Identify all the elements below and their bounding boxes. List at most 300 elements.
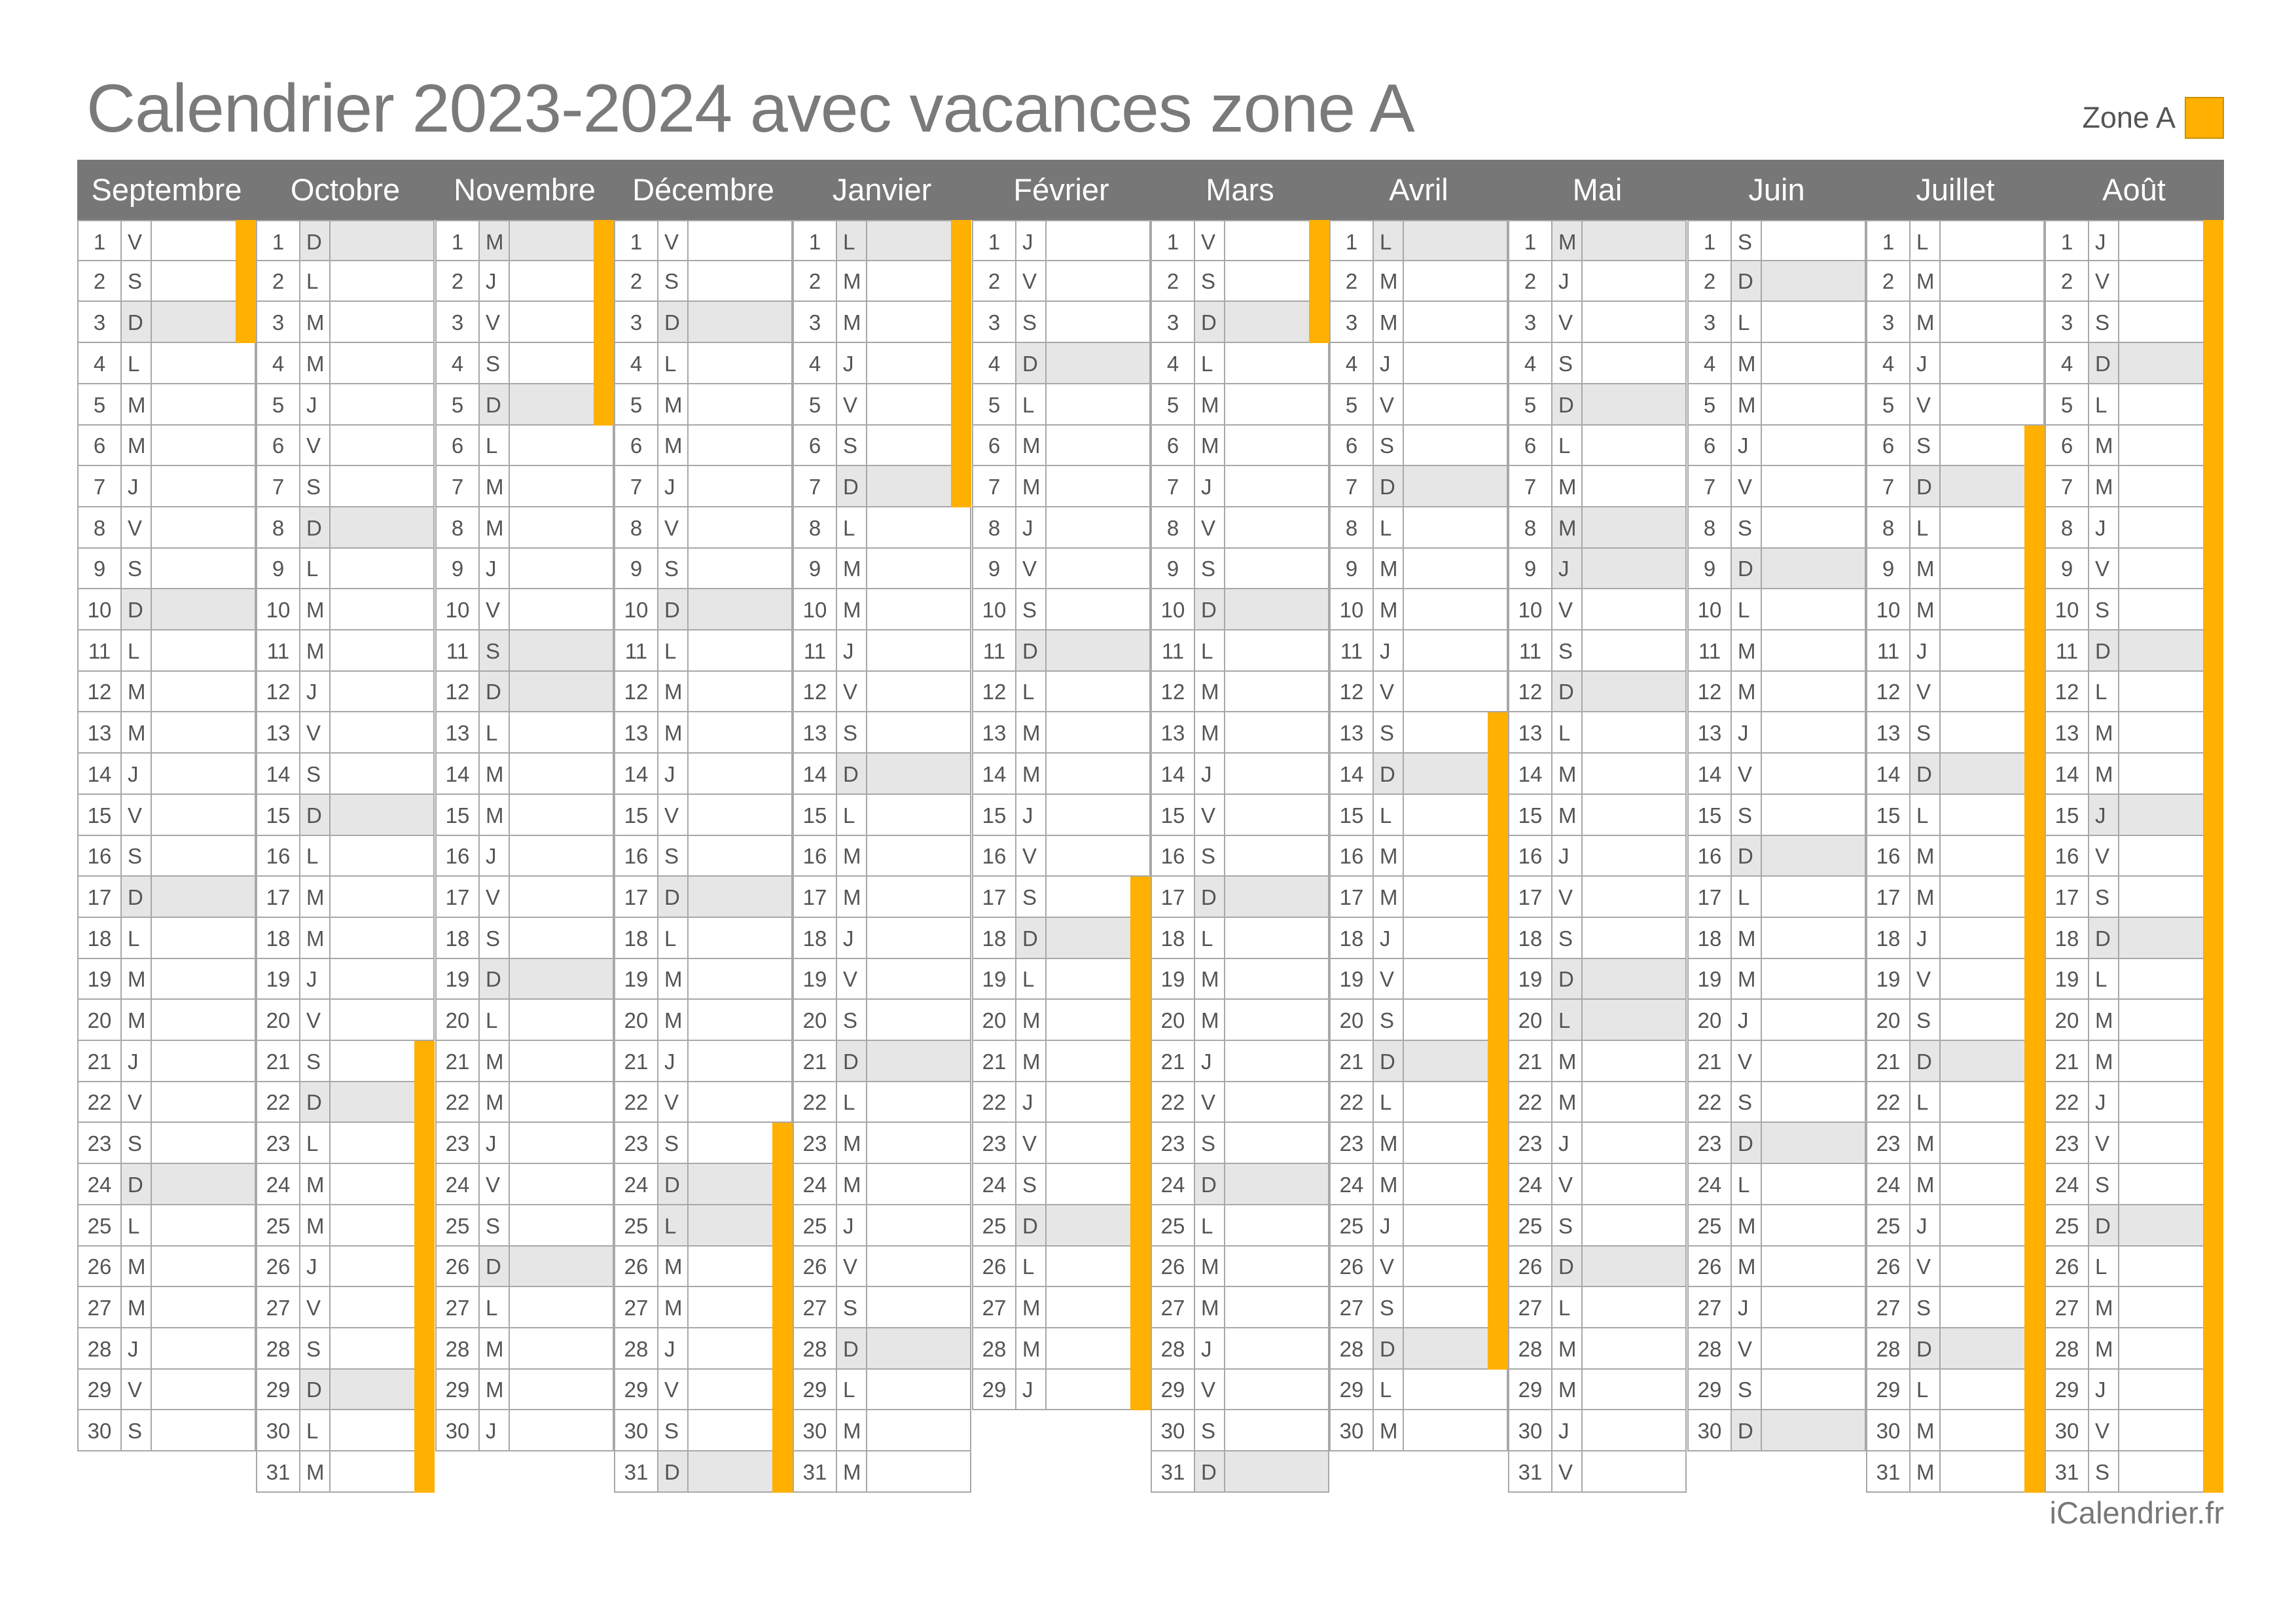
- weekday-letter: V: [1194, 1082, 1224, 1123]
- day-number: 30: [614, 1410, 657, 1451]
- day-number: 2: [77, 261, 120, 302]
- weekday-letter: J: [299, 384, 329, 426]
- weekday-letter: J: [1372, 343, 1403, 384]
- weekday-letter: S: [1194, 261, 1224, 302]
- day-cell: [1224, 1451, 1329, 1493]
- weekday-letter: D: [1194, 877, 1224, 918]
- weekday-letter: M: [478, 795, 509, 836]
- day-cell: [151, 466, 256, 507]
- vacation-marker: [1130, 877, 1151, 918]
- weekday-letter: M: [836, 589, 866, 630]
- day-number: 30: [1866, 1410, 1909, 1451]
- day-cell: [151, 1328, 256, 1370]
- weekday-letter: M: [1909, 877, 1939, 918]
- day-cell: [151, 1082, 256, 1123]
- weekday-letter: S: [657, 1410, 687, 1451]
- day-number: 3: [972, 302, 1015, 343]
- day-cell: [1224, 426, 1329, 466]
- day-number: 18: [2045, 918, 2088, 959]
- day-cell: [1045, 426, 1151, 466]
- day-cell: [1581, 426, 1687, 466]
- weekday-letter: M: [1731, 1205, 1761, 1247]
- weekday-letter: J: [1015, 1370, 1045, 1410]
- weekday-letter: M: [836, 549, 866, 589]
- day-cell: [1761, 1082, 1866, 1123]
- day-cell: [1403, 672, 1508, 712]
- weekday-letter: D: [299, 1082, 329, 1123]
- day-cell: [329, 220, 435, 261]
- day-cell: [151, 343, 256, 384]
- weekday-letter: J: [1909, 918, 1939, 959]
- vacation-marker: [414, 1451, 435, 1493]
- day-number: 14: [1508, 754, 1551, 795]
- weekday-letter: S: [657, 1123, 687, 1164]
- day-number: 2: [435, 261, 478, 302]
- day-number: 29: [1508, 1370, 1551, 1410]
- day-number: 6: [1329, 426, 1372, 466]
- weekday-letter: D: [120, 302, 151, 343]
- day-number: 26: [1866, 1247, 1909, 1287]
- vacation-marker: [2024, 1082, 2045, 1123]
- day-number: 24: [1866, 1164, 1909, 1205]
- day-cell: [1403, 426, 1508, 466]
- day-number: 4: [1687, 343, 1731, 384]
- day-number: 19: [435, 959, 478, 1000]
- weekday-letter: M: [299, 1164, 329, 1205]
- day-number: 4: [793, 343, 836, 384]
- weekday-letter: S: [1731, 220, 1761, 261]
- day-number: 17: [1329, 877, 1372, 918]
- weekday-letter: D: [1194, 589, 1224, 630]
- weekday-letter: J: [1731, 426, 1761, 466]
- day-cell: [687, 549, 793, 589]
- day-number: 1: [793, 220, 836, 261]
- weekday-letter: M: [120, 959, 151, 1000]
- day-number: 5: [1151, 384, 1194, 426]
- weekday-letter: D: [478, 384, 509, 426]
- weekday-letter: M: [1372, 1410, 1403, 1451]
- day-number: 25: [435, 1205, 478, 1247]
- vacation-marker: [2203, 1287, 2223, 1328]
- vacation-marker: [2024, 1123, 2045, 1164]
- day-cell: [509, 1205, 614, 1247]
- vacation-marker: [2203, 754, 2223, 795]
- weekday-letter: M: [836, 1410, 866, 1451]
- day-cell: [509, 1370, 614, 1410]
- vacation-marker: [1488, 877, 1508, 918]
- day-cell: [151, 1410, 256, 1451]
- weekday-letter: M: [1909, 549, 1939, 589]
- day-number: 28: [972, 1328, 1015, 1370]
- vacation-marker: [1309, 261, 1329, 302]
- weekday-letter: V: [478, 1164, 509, 1205]
- day-number: 20: [1508, 1000, 1551, 1041]
- day-cell: [509, 959, 614, 1000]
- day-number: 26: [2045, 1247, 2088, 1287]
- day-number: 29: [2045, 1370, 2088, 1410]
- weekday-letter: J: [120, 1328, 151, 1370]
- day-cell: [687, 672, 793, 712]
- day-number: 20: [972, 1000, 1015, 1041]
- day-cell: [1224, 712, 1329, 754]
- day-number: 28: [2045, 1328, 2088, 1370]
- day-number: 13: [256, 712, 299, 754]
- day-number: 13: [435, 712, 478, 754]
- weekday-letter: D: [1015, 343, 1045, 384]
- day-number: 20: [1866, 1000, 1909, 1041]
- weekday-letter: M: [1194, 959, 1224, 1000]
- weekday-letter: S: [1194, 1123, 1224, 1164]
- weekday-letter: D: [1015, 918, 1045, 959]
- weekday-letter: M: [478, 1370, 509, 1410]
- day-cell: [329, 343, 435, 384]
- weekday-letter: M: [2088, 754, 2118, 795]
- day-number: 10: [972, 589, 1015, 630]
- vacation-marker: [2203, 1410, 2223, 1451]
- weekday-letter: S: [1731, 795, 1761, 836]
- vacation-marker: [2203, 1451, 2223, 1493]
- day-number: 15: [1329, 795, 1372, 836]
- month-header-7: Mars: [1206, 172, 1274, 207]
- day-number: 18: [972, 918, 1015, 959]
- day-number: 11: [2045, 630, 2088, 672]
- weekday-letter: L: [1194, 918, 1224, 959]
- vacation-marker: [594, 302, 614, 343]
- day-number: 3: [1329, 302, 1372, 343]
- weekday-letter: M: [1372, 1123, 1403, 1164]
- vacation-marker: [1130, 1247, 1151, 1287]
- day-number: 30: [1151, 1410, 1194, 1451]
- day-number: 31: [256, 1451, 299, 1493]
- day-cell: [1045, 261, 1151, 302]
- weekday-letter: M: [657, 672, 687, 712]
- day-cell: [329, 302, 435, 343]
- vacation-marker: [2203, 836, 2223, 877]
- weekday-letter: M: [657, 426, 687, 466]
- day-number: 10: [1329, 589, 1372, 630]
- weekday-letter: S: [1551, 343, 1581, 384]
- legend: [2082, 96, 2224, 140]
- weekday-letter: J: [2088, 507, 2118, 549]
- day-cell: [1939, 384, 2045, 426]
- weekday-letter: V: [1194, 220, 1224, 261]
- day-cell: [866, 672, 971, 712]
- day-number: 22: [256, 1082, 299, 1123]
- day-cell: [687, 959, 793, 1000]
- day-number: 12: [793, 672, 836, 712]
- weekday-letter: S: [478, 918, 509, 959]
- day-cell: [1045, 549, 1151, 589]
- vacation-marker: [2203, 549, 2223, 589]
- day-cell: [687, 795, 793, 836]
- day-cell: [1761, 1000, 1866, 1041]
- vacation-marker: [1130, 1328, 1151, 1370]
- day-cell: [151, 589, 256, 630]
- day-number: 24: [1151, 1164, 1194, 1205]
- day-number: 26: [1687, 1247, 1731, 1287]
- day-cell: [687, 877, 793, 918]
- weekday-letter: D: [1194, 302, 1224, 343]
- day-number: 8: [1866, 507, 1909, 549]
- day-number: 25: [2045, 1205, 2088, 1247]
- weekday-letter: M: [836, 836, 866, 877]
- day-cell: [866, 1287, 971, 1328]
- day-number: 18: [1151, 918, 1194, 959]
- weekday-letter: V: [1194, 507, 1224, 549]
- day-cell: [866, 754, 971, 795]
- day-number: 12: [1151, 672, 1194, 712]
- day-number: 30: [793, 1410, 836, 1451]
- day-number: 28: [256, 1328, 299, 1370]
- day-number: 15: [972, 795, 1015, 836]
- weekday-letter: D: [478, 1247, 509, 1287]
- day-cell: [687, 302, 793, 343]
- day-cell: [1581, 466, 1687, 507]
- weekday-letter: M: [1909, 261, 1939, 302]
- day-number: 25: [614, 1205, 657, 1247]
- day-number: 9: [1866, 549, 1909, 589]
- vacation-marker: [2203, 507, 2223, 549]
- weekday-letter: M: [2088, 1287, 2118, 1328]
- day-number: 11: [1329, 630, 1372, 672]
- vacation-marker: [2024, 1164, 2045, 1205]
- weekday-letter: S: [299, 1041, 329, 1082]
- day-number: 23: [1329, 1123, 1372, 1164]
- weekday-letter: M: [1015, 426, 1045, 466]
- day-number: 2: [793, 261, 836, 302]
- day-cell: [509, 672, 614, 712]
- day-number: 1: [1151, 220, 1194, 261]
- day-number: 28: [1866, 1328, 1909, 1370]
- day-number: 8: [1687, 507, 1731, 549]
- day-number: 25: [1151, 1205, 1194, 1247]
- day-cell: [151, 1164, 256, 1205]
- vacation-marker: [2024, 1205, 2045, 1247]
- weekday-letter: S: [657, 836, 687, 877]
- weekday-letter: V: [478, 877, 509, 918]
- day-number: 2: [256, 261, 299, 302]
- day-number: 21: [1687, 1041, 1731, 1082]
- day-cell: [1224, 630, 1329, 672]
- vacation-marker: [1488, 1000, 1508, 1041]
- weekday-letter: L: [2088, 1247, 2118, 1287]
- weekday-letter: L: [836, 1082, 866, 1123]
- day-number: 25: [793, 1205, 836, 1247]
- day-number: 8: [1329, 507, 1372, 549]
- vacation-marker: [2024, 672, 2045, 712]
- day-cell: [1224, 549, 1329, 589]
- weekday-letter: V: [1372, 959, 1403, 1000]
- weekday-letter: S: [1015, 302, 1045, 343]
- weekday-letter: D: [2088, 630, 2118, 672]
- month-header-6: Février: [1013, 172, 1109, 207]
- day-number: 3: [1866, 302, 1909, 343]
- vacation-marker: [2203, 466, 2223, 507]
- weekday-letter: S: [1015, 1164, 1045, 1205]
- day-number: 9: [1329, 549, 1372, 589]
- day-number: 11: [972, 630, 1015, 672]
- weekday-letter: V: [120, 795, 151, 836]
- day-number: 7: [77, 466, 120, 507]
- day-cell: [151, 1000, 256, 1041]
- day-number: 18: [1508, 918, 1551, 959]
- day-cell: [1045, 466, 1151, 507]
- day-number: 11: [793, 630, 836, 672]
- weekday-letter: J: [1194, 754, 1224, 795]
- weekday-letter: V: [1551, 589, 1581, 630]
- day-cell: [509, 836, 614, 877]
- vacation-marker: [414, 1410, 435, 1451]
- day-number: 14: [256, 754, 299, 795]
- day-cell: [866, 1328, 971, 1370]
- day-number: 1: [1866, 220, 1909, 261]
- day-number: 27: [435, 1287, 478, 1328]
- day-number: 2: [1687, 261, 1731, 302]
- day-number: 25: [1329, 1205, 1372, 1247]
- weekday-letter: L: [1015, 959, 1045, 1000]
- day-number: 30: [1687, 1410, 1731, 1451]
- weekday-letter: D: [657, 1451, 687, 1493]
- weekday-letter: D: [1909, 466, 1939, 507]
- weekday-letter: D: [1909, 1328, 1939, 1370]
- day-cell: [1761, 877, 1866, 918]
- day-cell: [687, 754, 793, 795]
- vacation-marker: [1488, 836, 1508, 877]
- day-number: 26: [435, 1247, 478, 1287]
- day-cell: [866, 507, 971, 549]
- day-number: 26: [77, 1247, 120, 1287]
- weekday-letter: J: [657, 1041, 687, 1082]
- day-number: 19: [614, 959, 657, 1000]
- day-number: 25: [256, 1205, 299, 1247]
- day-cell: [151, 795, 256, 836]
- weekday-letter: M: [120, 1247, 151, 1287]
- day-number: 24: [1508, 1164, 1551, 1205]
- day-cell: [151, 836, 256, 877]
- day-number: 7: [1508, 466, 1551, 507]
- day-cell: [687, 630, 793, 672]
- day-number: 15: [614, 795, 657, 836]
- day-number: 1: [614, 220, 657, 261]
- weekday-letter: M: [299, 589, 329, 630]
- vacation-marker: [2203, 877, 2223, 918]
- month-header-11: Juillet: [1916, 172, 1995, 207]
- day-number: 8: [1151, 507, 1194, 549]
- vacation-marker: [2024, 630, 2045, 672]
- weekday-letter: J: [1015, 220, 1045, 261]
- day-cell: [866, 918, 971, 959]
- day-number: 2: [1866, 261, 1909, 302]
- month-header-bar: [77, 160, 2224, 220]
- weekday-letter: L: [299, 1410, 329, 1451]
- weekday-letter: D: [120, 589, 151, 630]
- day-number: 8: [2045, 507, 2088, 549]
- weekday-letter: S: [1372, 1000, 1403, 1041]
- day-number: 20: [1329, 1000, 1372, 1041]
- day-cell: [329, 877, 435, 918]
- weekday-letter: V: [1372, 1247, 1403, 1287]
- day-number: 10: [1687, 589, 1731, 630]
- weekday-letter: M: [1551, 795, 1581, 836]
- day-number: 3: [1687, 302, 1731, 343]
- weekday-letter: M: [1909, 1410, 1939, 1451]
- day-number: 20: [77, 1000, 120, 1041]
- weekday-letter: S: [2088, 302, 2118, 343]
- day-number: 17: [972, 877, 1015, 918]
- day-number: 31: [1866, 1451, 1909, 1493]
- legend-label: Zone A: [2082, 101, 2176, 134]
- day-cell: [1224, 795, 1329, 836]
- day-cell: [1581, 712, 1687, 754]
- day-number: 29: [1151, 1370, 1194, 1410]
- day-cell: [1045, 220, 1151, 261]
- day-number: 15: [1687, 795, 1731, 836]
- day-cell: [1045, 507, 1151, 549]
- weekday-letter: V: [1372, 384, 1403, 426]
- weekday-letter: M: [478, 507, 509, 549]
- day-cell: [1939, 220, 2045, 261]
- weekday-letter: S: [2088, 1451, 2118, 1493]
- weekday-letter: V: [1372, 672, 1403, 712]
- day-number: 10: [614, 589, 657, 630]
- weekday-letter: L: [836, 220, 866, 261]
- day-number: 17: [614, 877, 657, 918]
- vacation-marker: [2024, 466, 2045, 507]
- day-number: 16: [1508, 836, 1551, 877]
- weekday-letter: V: [299, 1287, 329, 1328]
- weekday-letter: D: [657, 877, 687, 918]
- day-number: 31: [2045, 1451, 2088, 1493]
- day-cell: [1403, 302, 1508, 343]
- vacation-marker: [1130, 1041, 1151, 1082]
- weekday-letter: J: [1372, 918, 1403, 959]
- day-number: 22: [77, 1082, 120, 1123]
- day-number: 20: [435, 1000, 478, 1041]
- weekday-letter: V: [2088, 1410, 2118, 1451]
- day-number: 3: [1151, 302, 1194, 343]
- vacation-marker: [1488, 1082, 1508, 1123]
- day-cell: [687, 589, 793, 630]
- weekday-letter: D: [836, 1041, 866, 1082]
- weekday-letter: M: [299, 302, 329, 343]
- day-cell: [509, 1000, 614, 1041]
- day-number: 18: [435, 918, 478, 959]
- weekday-letter: M: [1909, 1451, 1939, 1493]
- day-number: 15: [1866, 795, 1909, 836]
- day-number: 21: [793, 1041, 836, 1082]
- day-number: 6: [77, 426, 120, 466]
- day-number: 12: [2045, 672, 2088, 712]
- day-number: 24: [614, 1164, 657, 1205]
- weekday-letter: J: [836, 918, 866, 959]
- day-number: 16: [1687, 836, 1731, 877]
- vacation-marker: [2203, 712, 2223, 754]
- vacation-marker: [2203, 1328, 2223, 1370]
- weekday-letter: J: [836, 630, 866, 672]
- day-cell: [1761, 1123, 1866, 1164]
- day-cell: [1761, 343, 1866, 384]
- weekday-letter: M: [1372, 261, 1403, 302]
- day-number: 1: [1329, 220, 1372, 261]
- day-number: 8: [1508, 507, 1551, 549]
- day-cell: [1403, 1410, 1508, 1451]
- weekday-letter: J: [1909, 1205, 1939, 1247]
- weekday-letter: L: [1372, 795, 1403, 836]
- day-number: 14: [1866, 754, 1909, 795]
- month-header-5: Janvier: [832, 172, 932, 207]
- weekday-letter: M: [836, 1123, 866, 1164]
- vacation-marker: [772, 1370, 793, 1410]
